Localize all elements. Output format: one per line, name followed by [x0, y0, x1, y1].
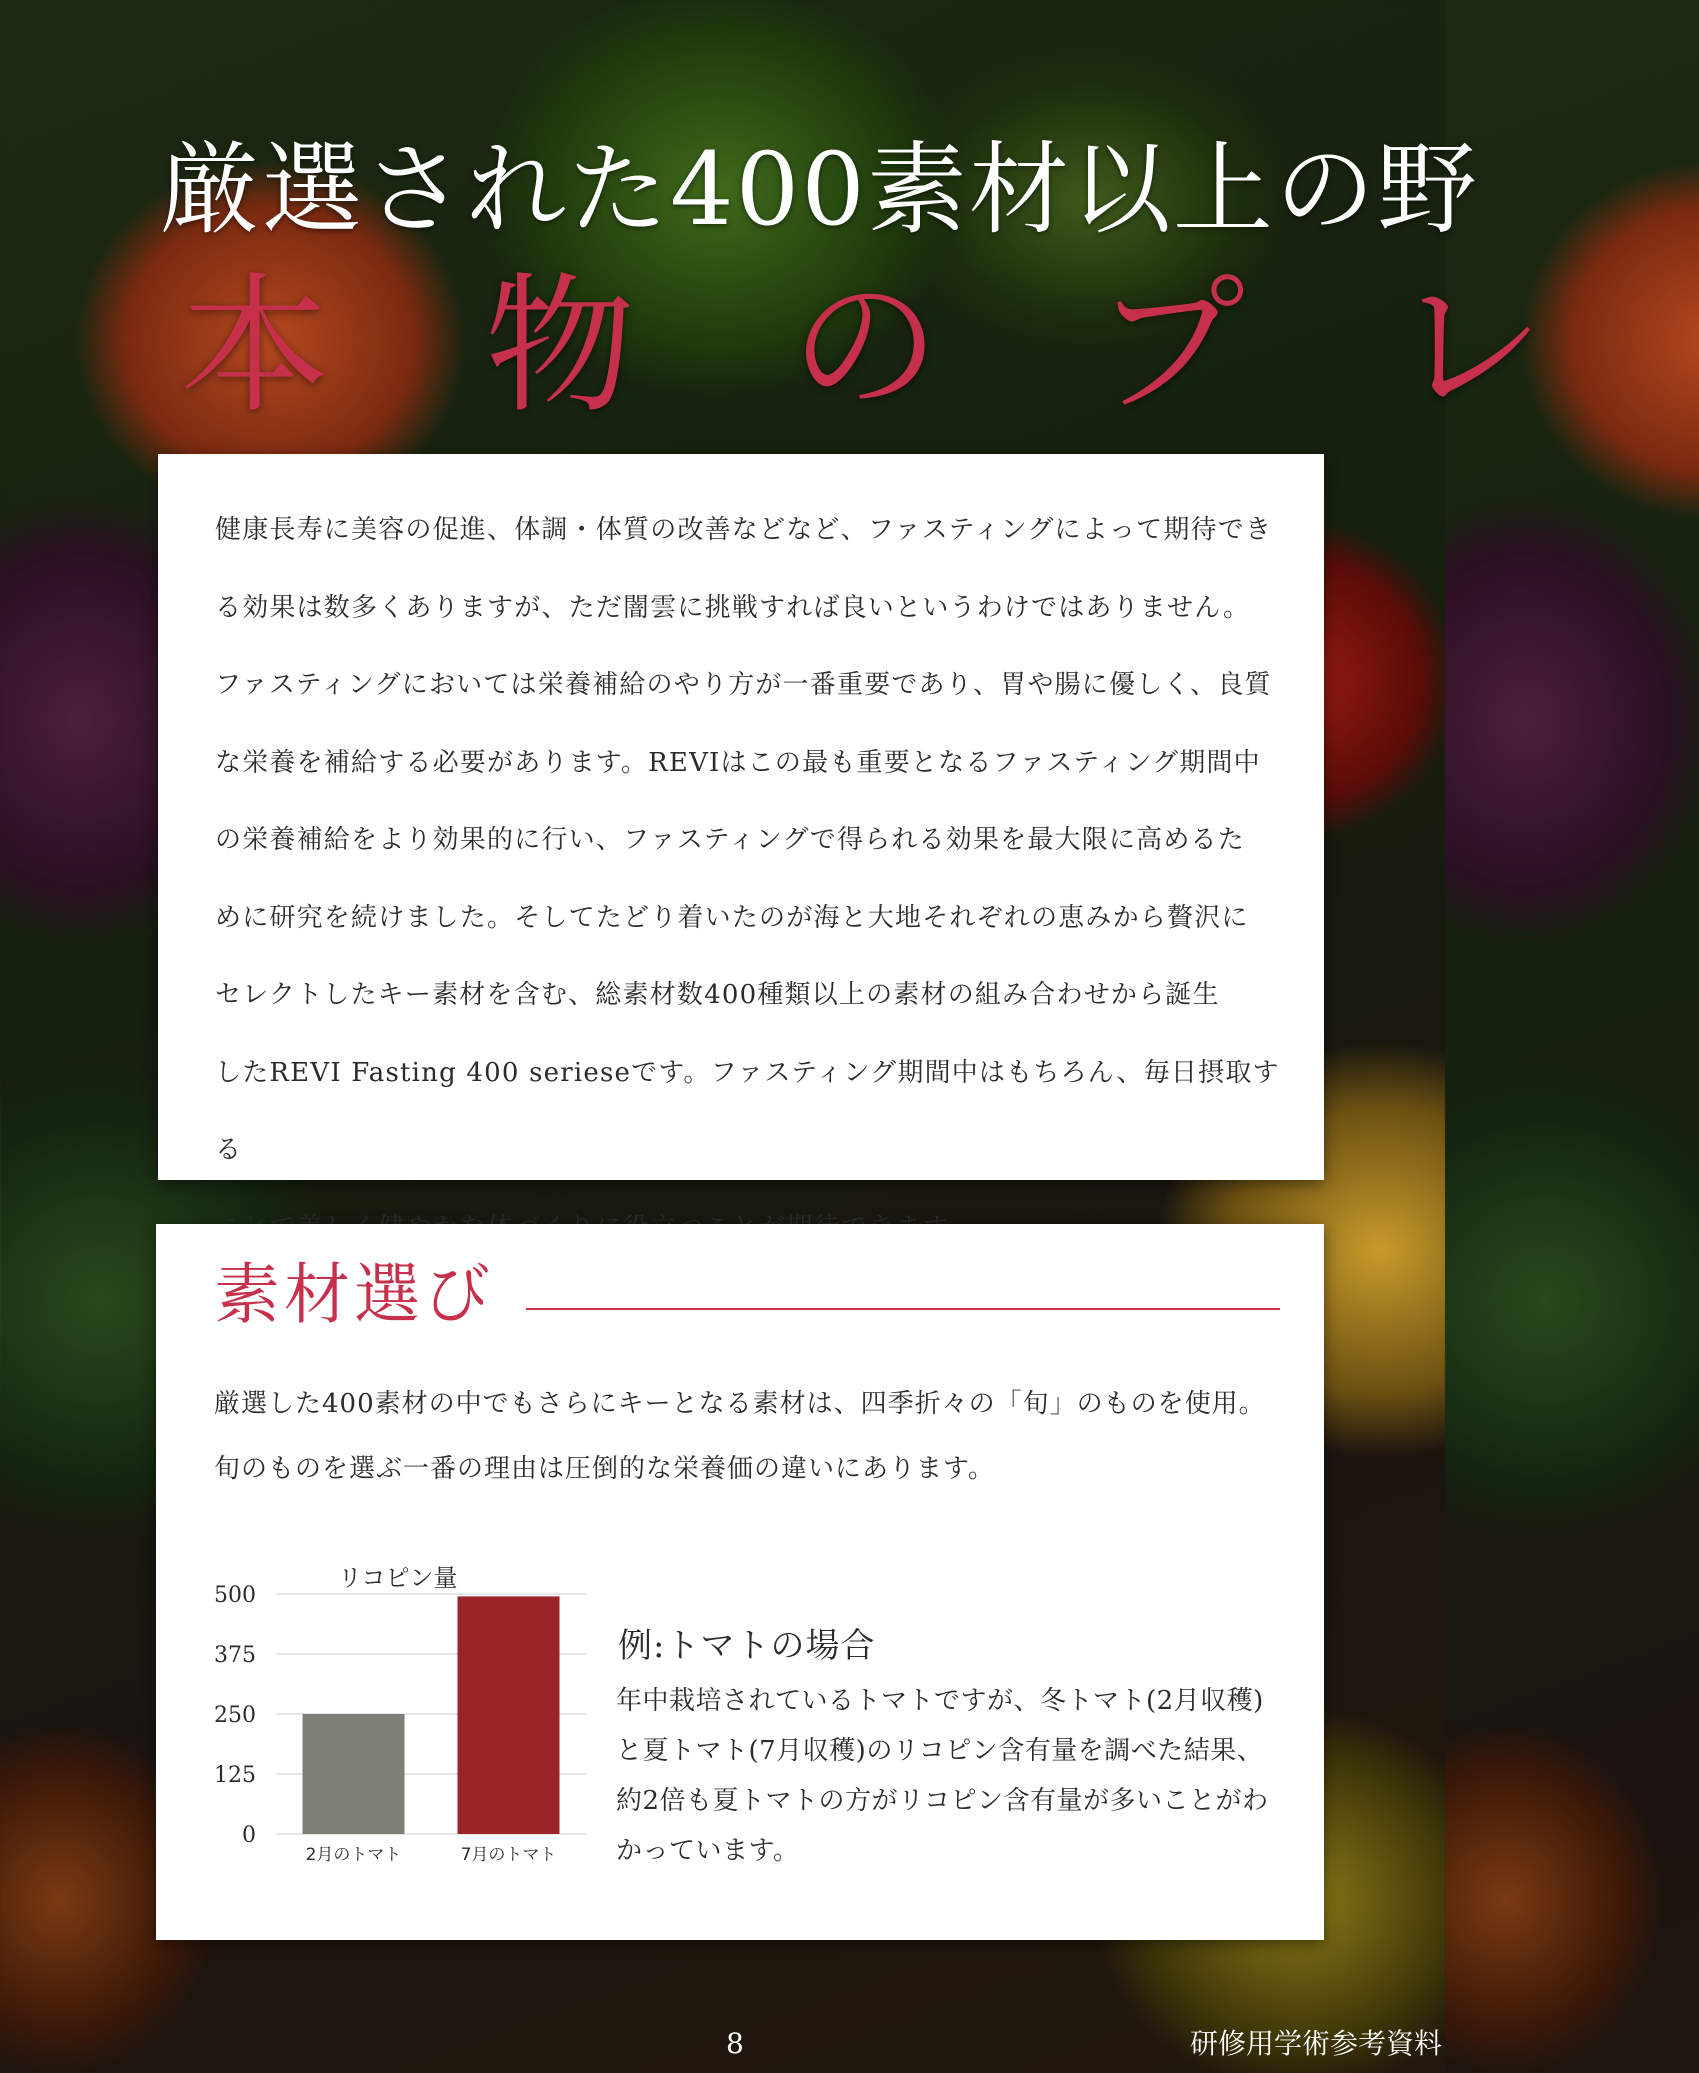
intro-line: セレクトしたキー素材を含む、総素材数400種類以上の素材の組み合わせから誕生: [215, 980, 1220, 1010]
example-title: 例:トマトの場合: [618, 1626, 876, 1666]
selection-text: [214, 1372, 1294, 1502]
intro-line: したREVI Fasting 400 serieseです。ファスティング期間中はもちろん、毎日摂取する: [215, 1057, 1280, 1165]
intro-text: [215, 492, 1284, 1267]
page-title-line2: 本物のプレ: [180, 260, 1699, 434]
footer-note: 研修用学術参考資料: [1190, 2027, 1443, 2060]
selection-line: 厳選した400素材の中でもさらにキーとなる素材は、四季折々の「旬」のものを使用。: [214, 1389, 1266, 1419]
x-tick-label: 2月のトマト: [305, 1845, 402, 1865]
y-tick-label: 0: [242, 1823, 256, 1848]
example-text: [616, 1676, 1296, 1876]
example-line: 年中栽培されているトマトですが、冬トマト(2月収穫): [616, 1686, 1264, 1716]
ingredient-selection-panel: [156, 1224, 1324, 1940]
chart-title: リコピン量: [338, 1564, 458, 1592]
intro-line: めに研究を続けました。そしてたどり着いたのが海と大地それぞれの恵みから贅沢に: [215, 902, 1249, 933]
heading-divider: [526, 1308, 1280, 1310]
intro-line: 健康長寿に美容の促進、体調・体質の改善などなど、ファスティングによって期待でき: [215, 515, 1273, 545]
section-heading: 素材選び: [214, 1256, 494, 1333]
page-title-line1: 厳選された400素材以上の野: [160, 131, 1479, 248]
example-line: 約2倍も夏トマトの方がリコピン含有量が多いことがわ: [616, 1786, 1269, 1816]
bar: [458, 1596, 560, 1834]
intro-line: な栄養を補給する必要があります。REVIはこの最も重要となるファスティング期間中: [215, 747, 1261, 778]
y-tick-label: 500: [214, 1583, 256, 1608]
bar: [303, 1714, 405, 1834]
intro-line: る効果は数多くありますが、ただ闇雲に挑戦すれば良いというわけではありません。: [215, 592, 1251, 623]
example-line: と夏トマト(7月収穫)のリコピン含有量を調べた結果、: [616, 1736, 1264, 1766]
intro-panel: [158, 454, 1324, 1180]
lycopene-bar-chart: [196, 1584, 596, 1904]
y-tick-label: 125: [214, 1763, 256, 1788]
page-number: 8: [726, 2027, 744, 2060]
intro-line: の栄養補給をより効果的に行い、ファスティングで得られる効果を最大限に高めるた: [215, 825, 1245, 855]
example-line: かっています。: [616, 1836, 800, 1866]
selection-line: 旬のものを選ぶ一番の理由は圧倒的な栄養価の違いにあります。: [214, 1454, 995, 1484]
y-tick-label: 375: [214, 1643, 256, 1668]
x-tick-label: 7月のトマト: [460, 1845, 557, 1865]
intro-line: ファスティングにおいては栄養補給のやり方が一番重要であり、胃や腸に優しく、良質: [215, 670, 1272, 700]
y-tick-label: 250: [214, 1703, 256, 1728]
